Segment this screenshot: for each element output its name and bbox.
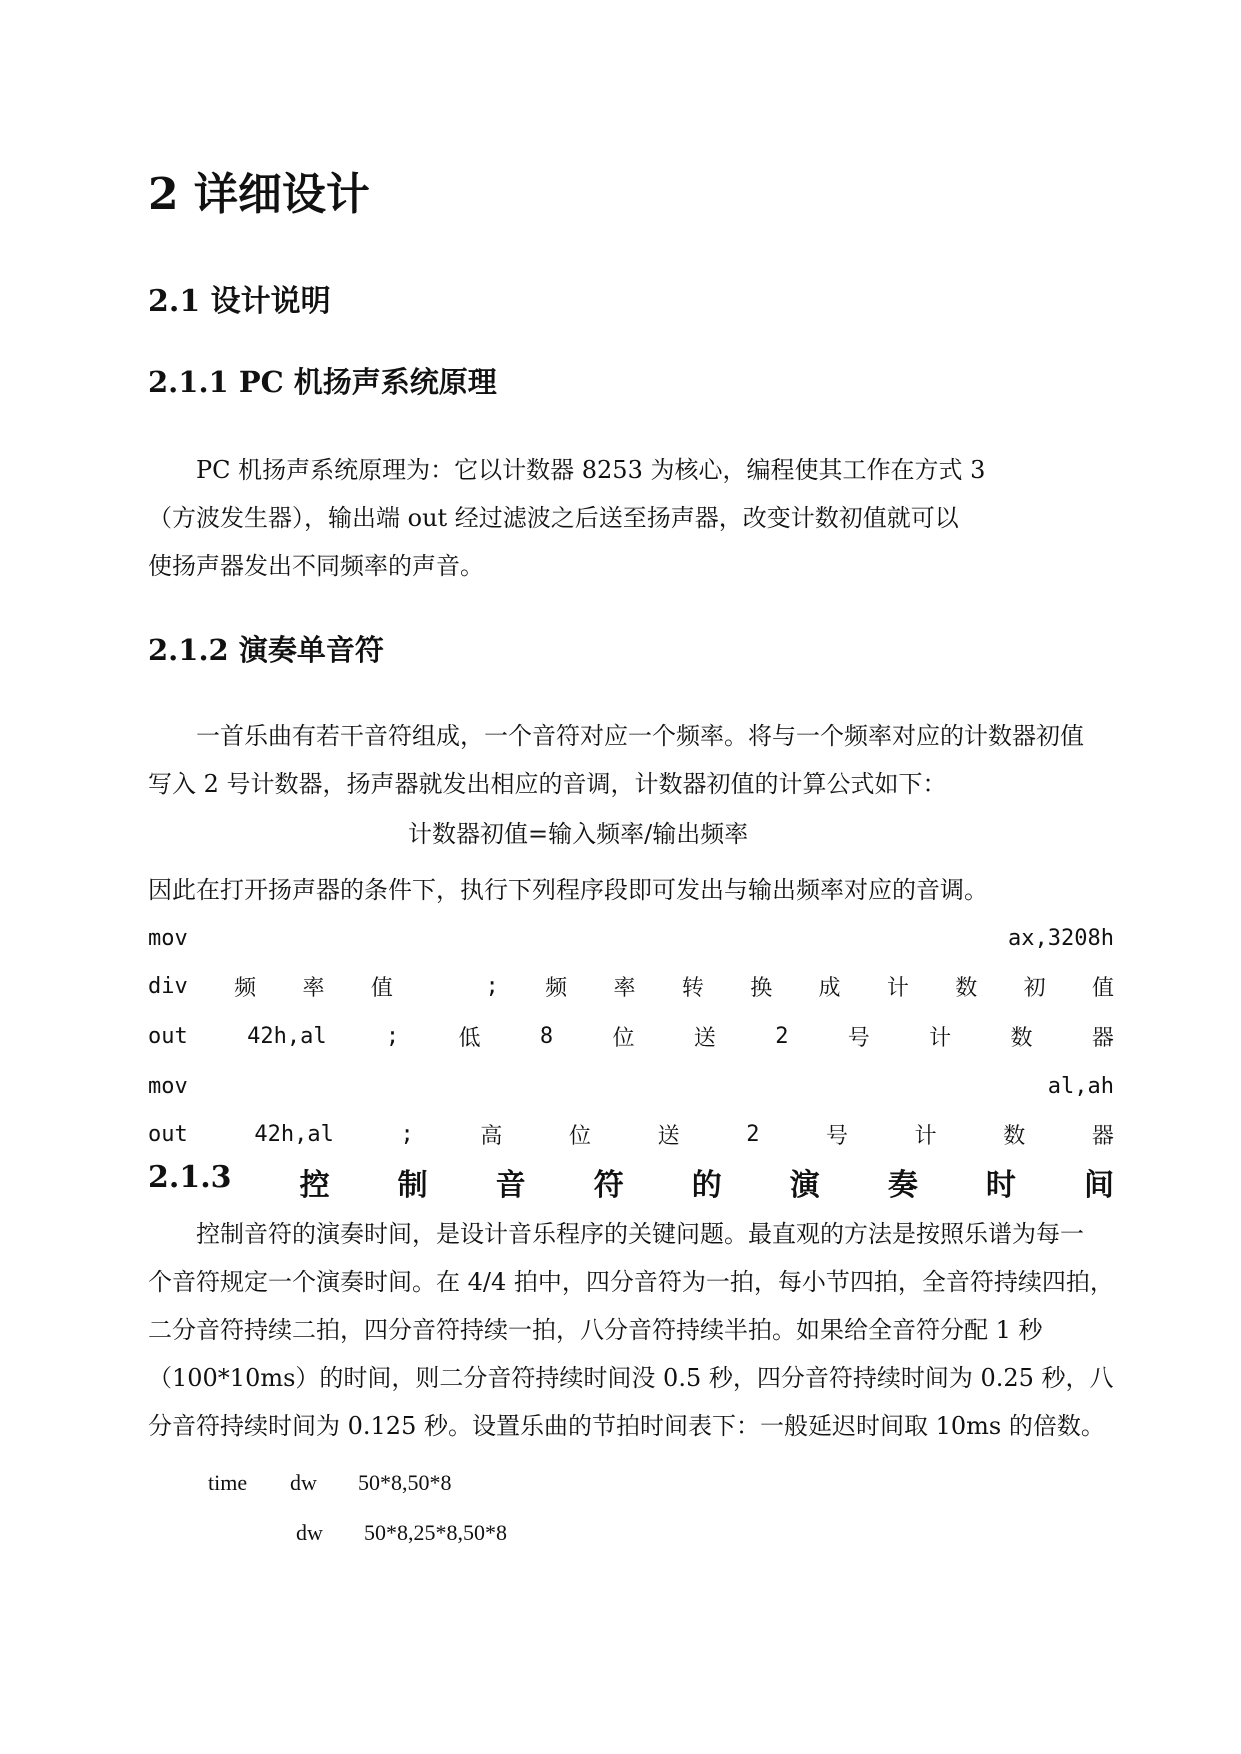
table-op: dw [290, 1470, 317, 1495]
paragraph-line: （100*10ms）的时间，则二分音符持续时间没 0.5 秒，四分音符持续时间为 0.25 秒，八 [148, 1364, 1114, 1392]
code-token: 位 [612, 1025, 635, 1051]
code-token: 成 [818, 975, 841, 1001]
code-token: 8 [539, 1023, 554, 1049]
code-token: 号 [826, 1123, 849, 1149]
code-token: ; [400, 1121, 414, 1147]
heading-part: 制 [397, 1168, 428, 1203]
code-token: 低 [458, 1025, 481, 1051]
subsection-heading-213 [148, 1160, 1114, 1204]
code-token: out [148, 1121, 188, 1147]
code-token: 高 [480, 1123, 503, 1149]
code-token: 值 [370, 975, 393, 1001]
code-token: 转 [681, 975, 704, 1001]
code-token: div [148, 973, 188, 999]
paragraph-line: PC 机扬声系统原理为：它以计数器 8253 为核心，编程使其工作在方式 3 [196, 456, 986, 484]
heading-part: 间 [1083, 1168, 1114, 1203]
code-token: 42h,al [247, 1023, 327, 1049]
code-token: ; [485, 973, 499, 999]
code-line-3 [148, 1016, 1114, 1056]
heading-part: 2.1.3 [148, 1160, 232, 1195]
paragraph-line: 因此在打开扬声器的条件下，执行下列程序段即可发出与输出频率对应的音调。 [148, 876, 988, 904]
code-token: 频 [545, 975, 568, 1001]
heading-part: 时 [985, 1168, 1016, 1203]
code-token: 号 [847, 1025, 870, 1051]
subsection-heading-212: 2.1.2 演奏单音符 [148, 633, 384, 667]
code-token: 数 [1003, 1123, 1026, 1149]
heading-part: 的 [691, 1168, 722, 1203]
paragraph-line: 写入 2 号计数器，扬声器就发出相应的音调，计数器初值的计算公式如下： [148, 770, 947, 798]
code-token: 计 [886, 975, 909, 1001]
paragraph-line: 个音符规定一个演奏时间。在 4/4 拍中，四分音符为一拍，每小节四拍，全音符持续四拍， [148, 1268, 1114, 1296]
code-token: 初 [1023, 975, 1046, 1001]
code-line-4 [148, 1066, 1114, 1106]
heading-part: 演 [789, 1168, 820, 1203]
code-token: mov [148, 925, 188, 951]
paragraph-212 [148, 712, 1114, 808]
table-values: 50*8,25*8,50*8 [364, 1520, 507, 1545]
code-token: 数 [955, 975, 978, 1001]
subsection-heading-211: 2.1.1 PC 机扬声系统原理 [148, 365, 497, 399]
code-token: ax,3208h [1008, 925, 1114, 951]
code-token: 送 [693, 1025, 716, 1051]
code-token: 送 [657, 1123, 680, 1149]
code-token: 率 [302, 975, 325, 1001]
section-heading: 2.1 设计说明 [148, 284, 331, 319]
code-token: 值 [1091, 975, 1114, 1001]
code-token: 频 [234, 975, 257, 1001]
code-token: 率 [613, 975, 636, 1001]
code-token: 42h,al [254, 1121, 334, 1147]
table-values: 50*8,50*8 [358, 1470, 452, 1495]
code-line-5 [148, 1114, 1114, 1154]
paragraph-line: 控制音符的演奏时间，是设计音乐程序的关键问题。最直观的方法是按照乐谱为每一 [196, 1220, 1084, 1248]
paragraph-212-after [148, 866, 1114, 914]
code-line-1 [148, 918, 1114, 958]
paragraph-211 [148, 446, 1114, 590]
table-op: dw [296, 1520, 323, 1545]
code-token: 换 [750, 975, 773, 1001]
paragraph-line: 二分音符持续二拍，四分音符持续一拍，八分音符持续半拍。如果给全音符分配 1 秒 [148, 1316, 1043, 1344]
code-token: 2 [746, 1121, 760, 1147]
paragraph-line: （方波发生器），输出端 out 经过滤波之后送至扬声器，改变计数初值就可以 [148, 504, 959, 532]
heading-part: 音 [495, 1168, 526, 1203]
code-line-2 [148, 966, 1114, 1006]
code-token: 位 [568, 1123, 591, 1149]
code-token: 计 [929, 1025, 952, 1051]
code-token: 器 [1091, 1123, 1114, 1149]
formula: 计数器初值=输入频率/输出频率 [408, 820, 749, 848]
code-token: 数 [1010, 1025, 1033, 1051]
paragraph-213 [148, 1210, 1114, 1450]
heading-part: 符 [593, 1168, 624, 1203]
code-token: 计 [914, 1123, 937, 1149]
chapter-heading: 2 详细设计 [148, 169, 370, 220]
heading-part: 奏 [887, 1168, 918, 1203]
heading-part: 控 [299, 1168, 330, 1203]
code-token: al,ah [1047, 1073, 1114, 1099]
code-token: 器 [1091, 1025, 1114, 1051]
code-token: 2 [775, 1023, 789, 1049]
code-token: ; [385, 1023, 400, 1049]
paragraph-line: 分音符持续时间为 0.125 秒。设置乐曲的节拍时间表下：一般延迟时间取 10ms 的倍数。 [148, 1412, 1105, 1440]
code-token: mov [148, 1073, 188, 1099]
paragraph-line: 使扬声器发出不同频率的声音。 [148, 552, 484, 580]
code-token: out [148, 1023, 188, 1049]
table-label: time [208, 1470, 248, 1495]
paragraph-line: 一首乐曲有若干音符组成，一个音符对应一个频率。将与一个频率对应的计数器初值 [196, 722, 1084, 750]
